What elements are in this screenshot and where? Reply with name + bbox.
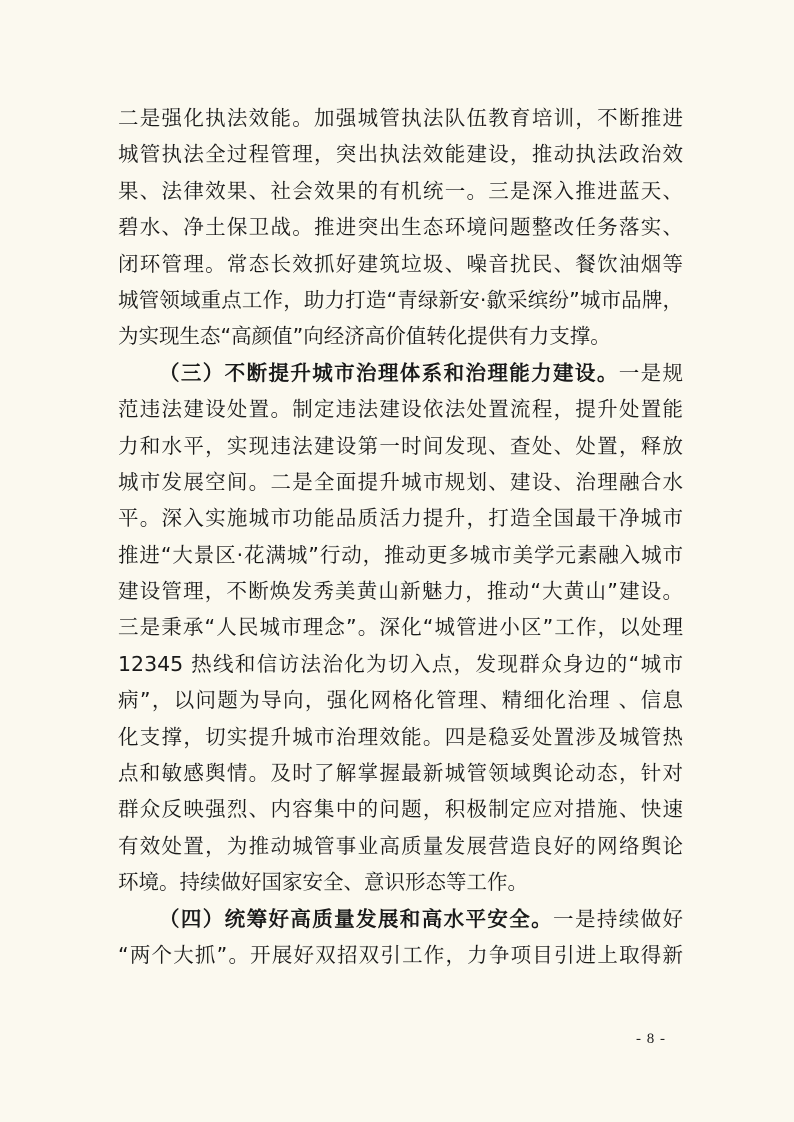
text-line: 有效处置，为推动城管事业高质量发展营造良好的网络舆论	[118, 833, 683, 858]
text-line: 城管执法全过程管理，突出执法效能建设，推动执法政治效	[118, 142, 683, 167]
text-line: 推进“大景区·花满城”行动，推动更多城市美学元素融入城市	[118, 542, 683, 567]
text-line: 三是秉承“人民城市理念”。深化“城管进小区”工作，以处理	[118, 615, 683, 640]
text-line: 二是强化执法效能。加强城管执法队伍教育培训，不断推进	[118, 106, 683, 130]
document-body	[118, 100, 683, 973]
text-line: 果、法律效果、社会效果的有机统一。三是深入推进蓝天、	[118, 178, 683, 203]
text-line: 为实现生态“高颜值”向经济高价值转化提供有力支撑。	[118, 324, 611, 349]
text-line: 平。深入实施城市功能品质活力提升，打造全国最干净城市	[118, 506, 683, 531]
text-line: 力和水平，实现违法建设第一时间发现、查处、处置，释放	[118, 433, 683, 458]
section-heading-line	[118, 355, 683, 391]
text-line: 化支撑，切实提升城市治理效能。四是稳妥处置涉及城管热	[118, 724, 683, 749]
text-line: 病”，以问题为导向，强化网格化管理、精细化治理 、信息	[118, 688, 683, 713]
section-lead-text: 一是持续做好	[553, 906, 684, 931]
text-line: 群众反映强烈、内容集中的问题，积极制定应对措施、快速	[118, 797, 683, 822]
page-number: - 8 -	[636, 1031, 666, 1047]
text-line: 点和敏感舆情。及时了解掌握最新城管领域舆论动态，针对	[118, 761, 683, 786]
section-heading-3: （三）不断提升城市治理体系和治理能力建设。	[159, 360, 619, 385]
text-line: 碧水、净土保卫战。推进突出生态环境问题整改任务落实、	[118, 215, 683, 240]
text-line: 城市发展空间。二是全面提升城市规划、建设、治理融合水	[118, 469, 683, 494]
text-line: 12345 热线和信访法治化为切入点，发现群众身边的“城市	[118, 651, 683, 676]
section-heading-4: （四）统筹好高质量发展和高水平安全。	[159, 906, 554, 931]
text-line: 范违法建设处置。制定违法建设依法处置流程，提升处置能	[118, 397, 683, 422]
text-line: 环境。持续做好国家安全、意识形态等工作。	[118, 870, 528, 895]
text-line: “两个大抓”。开展好双招双引工作，力争项目引进上取得新	[118, 942, 683, 967]
text-line: 闭环管理。常态长效抓好建筑垃圾、噪音扰民、餐饮油烟等	[118, 251, 683, 276]
section-lead-text: 一是规	[618, 360, 684, 385]
text-line: 建设管理，不断焕发秀美黄山新魅力，推动“大黄山”建设。	[118, 579, 683, 604]
section-heading-line	[118, 901, 683, 937]
text-line: 城管领域重点工作，助力打造“青绿新安·歙采缤纷”城市品牌，	[118, 287, 683, 312]
